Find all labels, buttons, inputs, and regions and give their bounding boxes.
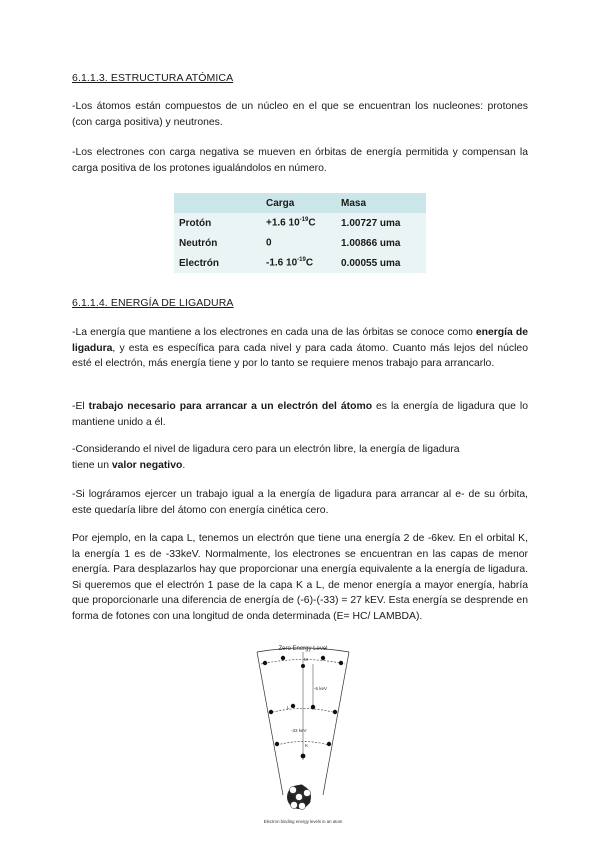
m-shell-label: M xyxy=(304,657,308,662)
paragraph-work-required: -El trabajo necesario para arrancar a un electrón del átomo es la energía de ligadura que lo mantiene unido a él. xyxy=(72,401,528,428)
particle-name: Neutrón xyxy=(174,233,261,253)
k-energy-label: -33 keV xyxy=(291,728,307,733)
l-energy-label: -6 keV xyxy=(314,686,328,691)
electron-dot xyxy=(327,742,331,746)
particle-charge: 0 xyxy=(261,233,336,253)
section-heading-ligadura: 6.1.1.4. ENERGÍA DE LIGADURA xyxy=(72,297,234,309)
paragraph-binding-energy: -La energía que mantiene a los electrones en cada una de las órbitas se conoce como energía de ligadura, y esta es específica para cada nivel y para cada átomo. Cuanto más lejos del núcleo esté el electrón, más energía tiene y por lo tanto se requiere menos trabajo para arrancarlo. xyxy=(72,327,528,369)
particle-charge: -1.6 $10^{-19}C$ xyxy=(261,253,336,273)
table-header-cell xyxy=(174,193,261,213)
electron-dot xyxy=(269,710,273,714)
table-row xyxy=(174,253,426,273)
particle-mass: 1.00866 uma xyxy=(336,233,426,253)
electron-dot xyxy=(301,664,305,668)
electron-dot xyxy=(339,661,343,665)
paragraph-free-electron: -Si lográramos ejercer un trabajo igual a la energía de ligadura para arrancar al e- de su órbita, este quedaría libre del átomo con energía cinética cero. xyxy=(72,489,528,516)
paragraph-negative-value: -Considerando el nivel de ligadura cero para un electrón libre, la energía de ligadura tiene un valor negativo. xyxy=(72,444,460,471)
electron-dot xyxy=(311,705,315,709)
electron-dot xyxy=(333,710,337,714)
table-header-cell: Masa xyxy=(336,193,426,213)
section-heading-estructura: 6.1.1.3. ESTRUCTURA ATÓMICA xyxy=(72,72,234,84)
zero-energy-label: Zero Energy Level xyxy=(278,646,328,652)
nucleus-icon xyxy=(287,785,311,810)
table-header-cell: Carga xyxy=(261,193,336,213)
particle-name: Electrón xyxy=(174,253,261,273)
paragraph-electrons: -Los electrones con carga negativa se mueven en órbitas de energía permitida y compensan la carga positiva de los protones igualándolos en número. xyxy=(72,147,528,174)
electron-dot xyxy=(275,742,279,746)
k-shell-label: K xyxy=(305,743,309,748)
electron-dot xyxy=(321,656,325,660)
l-shell-label: L xyxy=(287,705,290,710)
particle-mass: 1.00727 uma xyxy=(336,213,426,233)
electron-dot xyxy=(291,704,295,708)
electron-dot xyxy=(281,656,285,660)
table-row xyxy=(174,213,426,233)
particle-mass: 0.00055 uma xyxy=(336,253,426,273)
energy-levels-figure xyxy=(253,640,353,830)
figure-caption: Electron binding energy levels in an atom xyxy=(263,819,343,824)
particle-table xyxy=(174,193,426,273)
table-header-row xyxy=(174,193,426,213)
cone-right-edge xyxy=(323,652,349,795)
particle-name: Protón xyxy=(174,213,261,233)
cone-left-edge xyxy=(257,652,283,795)
paragraph-atoms: -Los átomos están compuestos de un núcleo en el que se encuentran los nucleones: protones (con carga positiva) y neutrones. xyxy=(72,101,528,128)
paragraph-example: Por ejemplo, en la capa L, tenemos un electrón que tiene una energía 2 de -6kev. En el orbital K, la energía 1 es de -33keV. Normalmente, los electrones se encuentran en las capas de menor energía. Para desplazarlos hay que proporcionar una energía equivalente a la energía de ligadura. Si queremos que el electrón 1 pase de la capa K a L, de menor energía a mayor energía, habría que proporcionarle una diferencia de energía de (-6)-(-33) = 27 kEV. Esta energía se desprende en forma de fotones con una longitud de onda determinada (E= HC/ LAMBDA). xyxy=(72,533,528,622)
electron-dot xyxy=(263,661,267,665)
particle-charge: +1.6 $10^{-19}C$ xyxy=(261,213,336,233)
electron-dot xyxy=(301,754,306,759)
table-row xyxy=(174,233,426,253)
